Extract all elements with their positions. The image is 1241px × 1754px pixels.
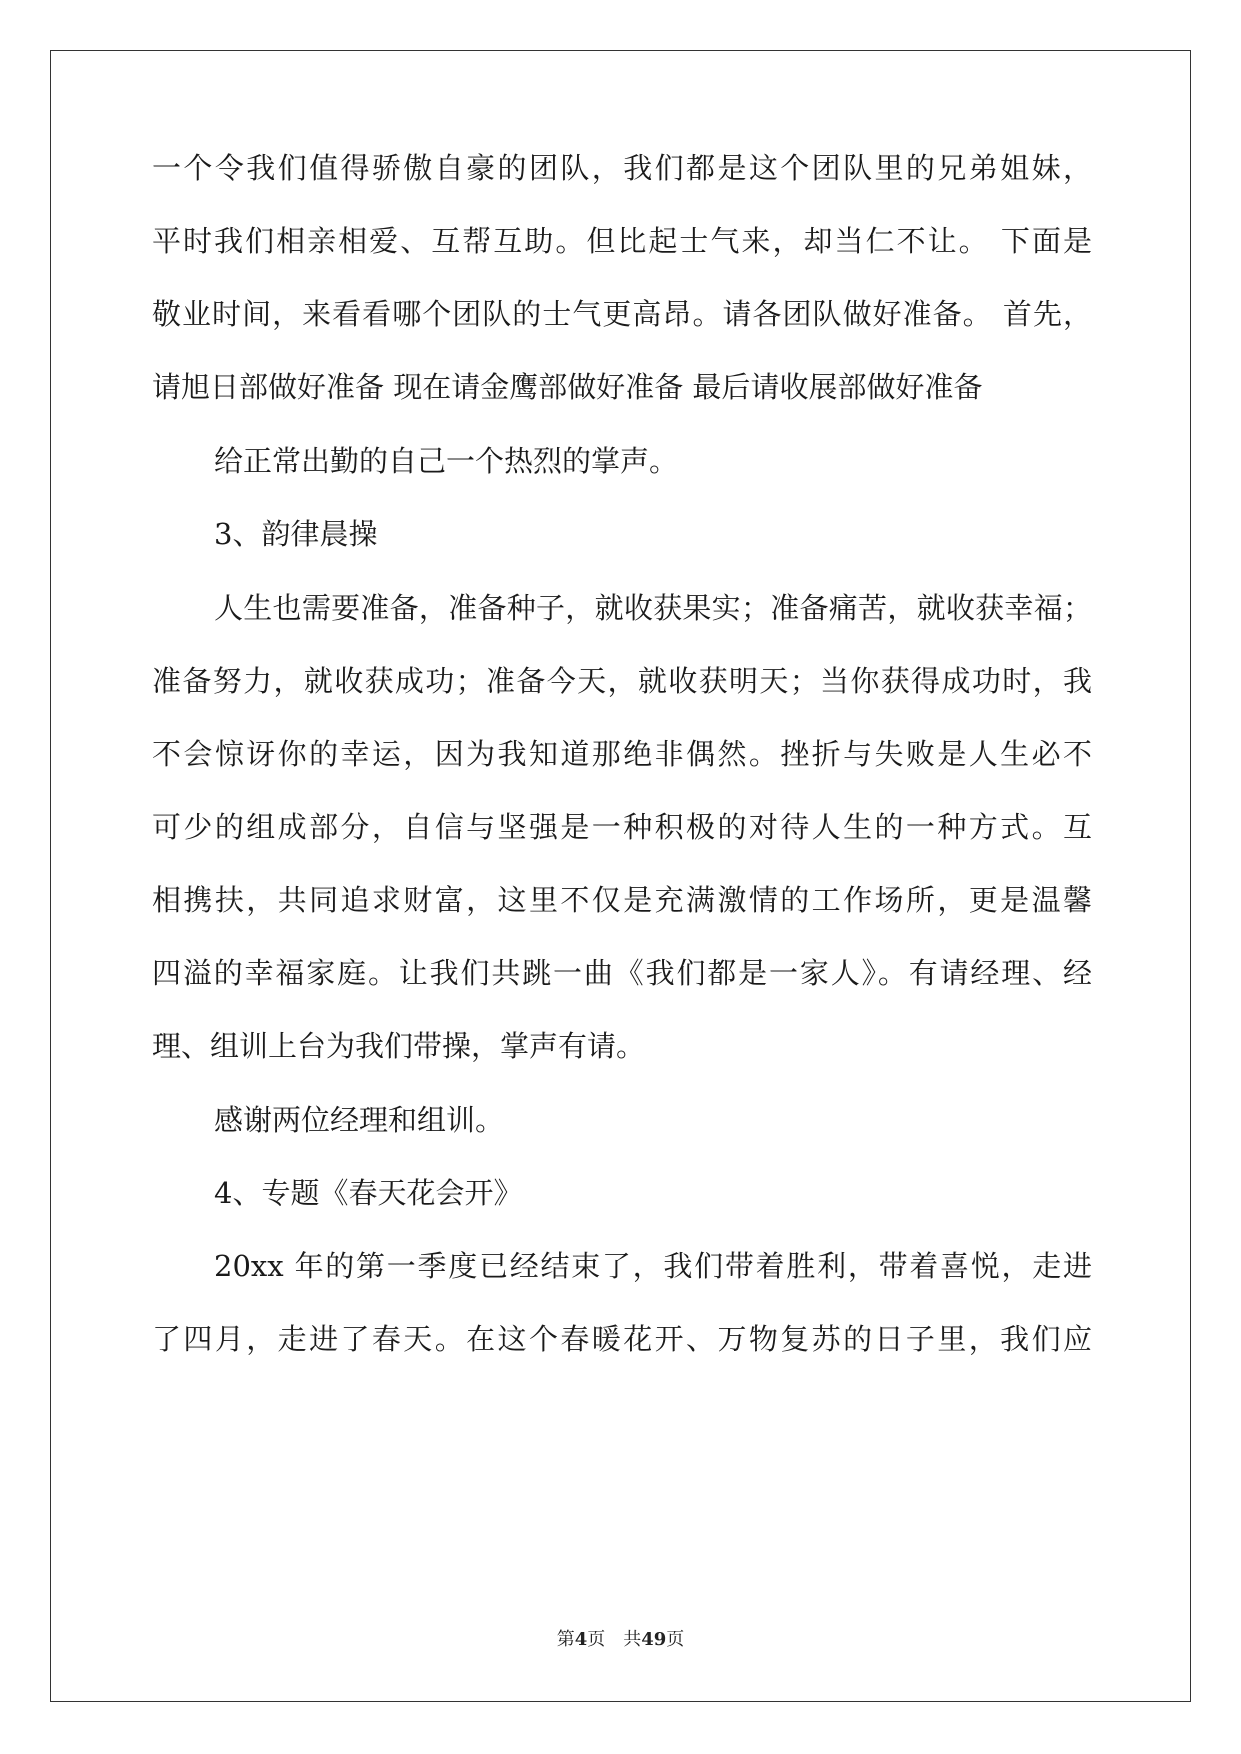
text-line: 相携扶，共同追求财富，这里不仅是充满激情的工作场所，更是温馨: [152, 883, 1092, 917]
text-line: 了四月，走进了春天。在这个春暖花开、万物复苏的日子里，我们应: [152, 1322, 1092, 1356]
text-line: 准备努力，就收获成功；准备今天，就收获明天；当你获得成功时，我: [152, 664, 1092, 698]
text-line: 不会惊讶你的幸运，因为我知道那绝非偶然。挫折与失败是人生必不: [152, 737, 1092, 771]
text-line: 可少的组成部分，自信与坚强是一种积极的对待人生的一种方式。互: [152, 810, 1092, 844]
text-line: 一个令我们值得骄傲自豪的团队，我们都是这个团队里的兄弟姐妹，: [152, 151, 1092, 185]
section-heading: 3、韵律晨操: [214, 517, 378, 551]
footer-suffix: 页: [666, 1629, 685, 1650]
page-footer: [0, 1625, 1241, 1651]
section-heading: 4、专题《春天花会开》: [214, 1176, 523, 1210]
text-line: 理、组训上台为我们带操，掌声有请。: [152, 1029, 646, 1063]
text-line: 请旭日部做好准备 现在请金鹰部做好准备 最后请收展部做好准备: [152, 370, 983, 404]
footer-middle: 页 共: [587, 1629, 642, 1650]
text-line: 20xx 年的第一季度已经结束了，我们带着胜利，带着喜悦，走进: [214, 1249, 1092, 1283]
footer-prefix: 第: [556, 1629, 575, 1650]
text-line: 平时我们相亲相爱、互帮互助。但比起士气来，却当仁不让。 下面是: [152, 224, 1092, 258]
current-page-number: 4: [574, 1629, 588, 1650]
text-line: 感谢两位经理和组训。: [214, 1103, 505, 1137]
total-page-number: 49: [641, 1629, 667, 1650]
text-line: 敬业时间，来看看哪个团队的士气更高昂。请各团队做好准备。 首先，: [152, 297, 1092, 331]
text-line: 人生也需要准备，准备种子，就收获果实；准备痛苦，就收获幸福；: [214, 591, 1092, 625]
text-line: 给正常出勤的自己一个热烈的掌声。: [214, 444, 679, 478]
text-line: 四溢的幸福家庭。让我们共跳一曲《我们都是一家人》。有请经理、经: [152, 956, 1092, 990]
